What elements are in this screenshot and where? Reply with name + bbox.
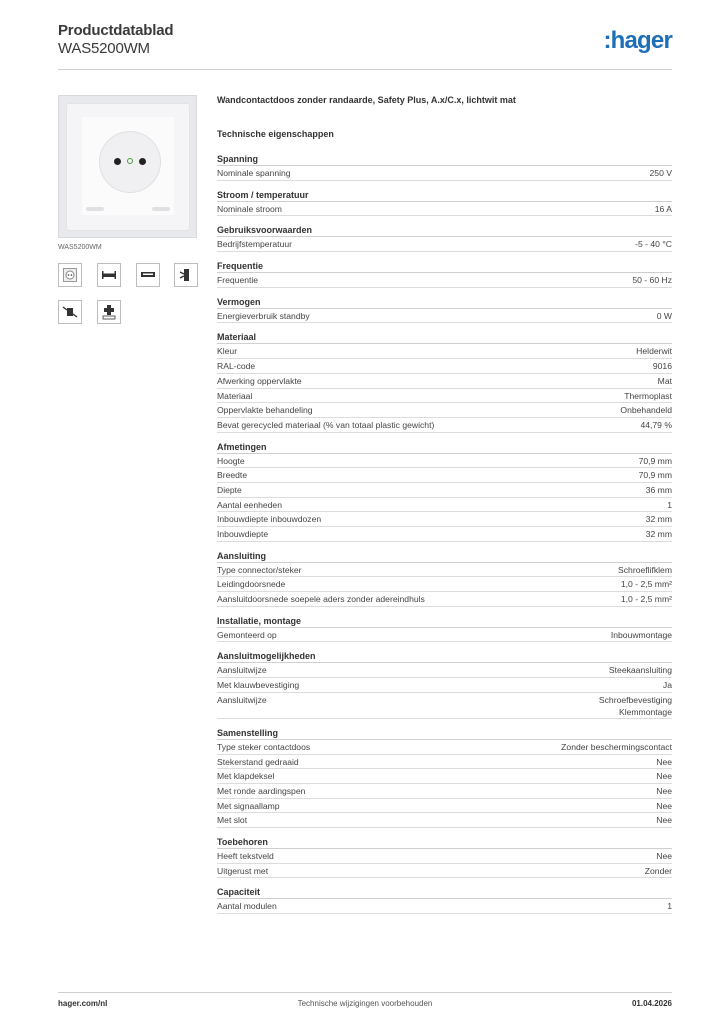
spec-section <box>217 260 672 288</box>
spec-row <box>217 678 672 693</box>
spec-value: Nee <box>656 815 672 826</box>
spec-value: Nee <box>656 850 672 861</box>
spec-section <box>217 153 672 181</box>
spec-row <box>217 374 672 389</box>
spec-section <box>217 886 672 914</box>
spec-row <box>217 202 672 217</box>
spec-row <box>217 813 672 828</box>
spec-section <box>217 550 672 607</box>
spec-key: Bevat gerecycled materiaal (% van totaal plastic gewicht) <box>217 419 435 430</box>
spec-key: Met klauwbevestiging <box>217 680 300 691</box>
section-title: Spanning <box>217 153 672 166</box>
spec-value: -5 - 40 °C <box>635 239 672 250</box>
spec-row <box>217 309 672 324</box>
mounting-icon-1 <box>97 263 121 287</box>
spec-row <box>217 344 672 359</box>
section-title: Installatie, montage <box>217 615 672 628</box>
plus-plug-icon <box>97 300 121 324</box>
spec-key: Aantal eenheden <box>217 499 282 510</box>
screw-icon <box>58 300 82 324</box>
socket-face <box>99 131 161 193</box>
spec-value: 0 W <box>656 310 672 321</box>
spec-key: Nominale stroom <box>217 203 282 214</box>
spec-value: 70,9 mm <box>638 470 672 481</box>
socket-front-icon <box>58 263 82 287</box>
spec-key: Inbouwdiepte inbouwdozen <box>217 514 322 525</box>
spec-row <box>217 628 672 643</box>
spec-key: Type connector/steker <box>217 564 302 575</box>
spec-key: Leidingdoorsnede <box>217 579 286 590</box>
section-title: Stroom / temperatuur <box>217 189 672 202</box>
spec-row <box>217 740 672 755</box>
spec-section <box>217 441 672 542</box>
spec-key: RAL-code <box>217 361 256 372</box>
spec-value: 32 mm <box>645 529 672 539</box>
section-title: Aansluitmogelijkheden <box>217 650 672 663</box>
spec-value: 32 mm <box>645 514 672 525</box>
document-title: Productdatablad <box>58 22 174 39</box>
spec-row <box>217 512 672 527</box>
spec-section <box>217 296 672 324</box>
section-title: Capaciteit <box>217 886 672 899</box>
spec-section <box>217 727 672 828</box>
product-code: WAS5200WM <box>58 40 150 57</box>
spec-value: Zonder <box>644 865 672 876</box>
spec-row <box>217 359 672 374</box>
spec-section <box>217 615 672 643</box>
spec-key: Hoogte <box>217 455 245 466</box>
image-caption: WAS5200WM <box>58 244 102 251</box>
spec-key: Met ronde aardingspen <box>217 785 306 796</box>
spec-section <box>217 331 672 432</box>
spec-value: Inbouwmontage <box>610 629 672 640</box>
spec-row <box>217 468 672 483</box>
spec-row <box>217 864 672 879</box>
spec-value: Mat <box>657 375 672 386</box>
section-title: Gebruiksvoorwaarden <box>217 224 672 237</box>
spec-row <box>217 418 672 433</box>
tech-properties-heading: Technische eigenschappen <box>217 129 334 139</box>
spec-section <box>217 224 672 252</box>
spec-value: 250 V <box>649 168 672 178</box>
spec-value: 50 - 60 Hz <box>632 275 672 286</box>
spec-key: Aantal modulen <box>217 901 277 912</box>
spec-key: Bedrijfstemperatuur <box>217 239 292 250</box>
section-title: Toebehoren <box>217 836 672 849</box>
spec-value: Nee <box>656 771 672 782</box>
spec-row <box>217 577 672 592</box>
spec-row <box>217 166 672 181</box>
spec-key: Materiaal <box>217 390 253 401</box>
spec-key: Type steker contactdoos <box>217 741 311 752</box>
spec-value: 1,0 - 2,5 mm² <box>620 579 672 590</box>
spec-row <box>217 769 672 784</box>
spec-row <box>217 592 672 607</box>
spec-key: Afwerking oppervlakte <box>217 375 302 386</box>
product-image <box>58 95 197 238</box>
spec-key: Aansluitwijze <box>217 665 267 676</box>
spec-key: Met signaallamp <box>217 800 280 811</box>
spec-key: Heeft tekstveld <box>217 850 274 861</box>
spec-row <box>217 799 672 814</box>
spec-panel <box>217 95 672 922</box>
spec-value: 1 <box>667 499 672 510</box>
spec-key: Aansluitwijze <box>217 694 267 705</box>
hager-logo[interactable]: :hager <box>603 27 672 54</box>
spec-key: Nominale spanning <box>217 168 291 178</box>
spec-value: 9016 <box>652 361 672 372</box>
spec-section <box>217 836 672 878</box>
spec-row <box>217 498 672 513</box>
spec-key: Aansluitdoorsnede soepele aders zonder adereindhuls <box>217 594 425 605</box>
mounting-icon-2 <box>136 263 160 287</box>
spec-value: Thermoplast <box>624 390 672 401</box>
product-description: Wandcontactdoos zonder randaarde, Safety Plus, A.x/C.x, lichtwit mat <box>217 95 516 105</box>
spec-key: Oppervlakte behandeling <box>217 405 313 416</box>
section-title: Frequentie <box>217 260 672 273</box>
spec-key: Diepte <box>217 484 242 495</box>
spec-key: Kleur <box>217 346 238 357</box>
spec-value: Helderwit <box>636 346 672 357</box>
spec-value: Nee <box>656 756 672 767</box>
page-footer <box>58 992 672 1008</box>
spec-row <box>217 693 672 719</box>
section-title: Afmetingen <box>217 441 672 454</box>
spec-key: Energieverbruik standby <box>217 310 310 321</box>
spec-value: 70,9 mm <box>638 455 672 466</box>
spec-value: Ja <box>662 680 672 691</box>
footer-date: 01.04.2026 <box>631 999 672 1008</box>
spec-value: 1 <box>667 901 672 912</box>
spec-section <box>217 189 672 217</box>
spec-row <box>217 784 672 799</box>
spec-row <box>217 527 672 542</box>
spec-section <box>217 650 672 718</box>
spec-value: 36 mm <box>645 484 672 495</box>
spec-value: Steekaansluiting <box>608 665 672 676</box>
spec-value: 16 A <box>654 203 672 214</box>
spec-row <box>217 899 672 914</box>
spec-key: Met slot <box>217 815 248 826</box>
spec-value: Schroefbevestiging Klemmontage <box>598 694 672 717</box>
spec-key: Gemonteerd op <box>217 629 277 640</box>
section-title: Vermogen <box>217 296 672 309</box>
spec-value: Schroeflifklem <box>618 564 672 575</box>
spec-row <box>217 237 672 252</box>
page-header <box>58 22 672 70</box>
spec-key: Stekerstand gedraaid <box>217 756 299 767</box>
spec-value: 44,79 % <box>640 419 672 430</box>
spec-value: 1,0 - 2,5 mm² <box>620 594 672 605</box>
spec-sections <box>217 153 672 914</box>
section-title: Aansluiting <box>217 550 672 563</box>
spec-row <box>217 849 672 864</box>
spec-row <box>217 663 672 678</box>
spec-row <box>217 403 672 418</box>
spec-row <box>217 755 672 770</box>
spec-key: Uitgerust met <box>217 865 269 876</box>
spec-key: Breedte <box>217 470 248 481</box>
section-title: Materiaal <box>217 331 672 344</box>
spec-key: Met klapdeksel <box>217 771 275 782</box>
spec-value: Onbehandeld <box>620 405 672 416</box>
spec-row <box>217 389 672 404</box>
spec-value: Nee <box>656 785 672 796</box>
section-title: Samenstelling <box>217 727 672 740</box>
spec-key: Inbouwdiepte <box>217 529 269 539</box>
cover-plate <box>66 103 190 231</box>
spec-row <box>217 454 672 469</box>
footer-disclaimer: Technische wijzigingen voorbehouden <box>297 999 433 1008</box>
terminal-icon <box>174 263 198 287</box>
spec-value: Nee <box>656 800 672 811</box>
spec-row <box>217 483 672 498</box>
spec-key: Frequentie <box>217 275 259 286</box>
footer-website-link[interactable]: hager.com/nl <box>58 999 108 1008</box>
spec-row <box>217 273 672 288</box>
spec-value: Zonder beschermingscontact <box>561 741 672 752</box>
spec-row <box>217 563 672 578</box>
